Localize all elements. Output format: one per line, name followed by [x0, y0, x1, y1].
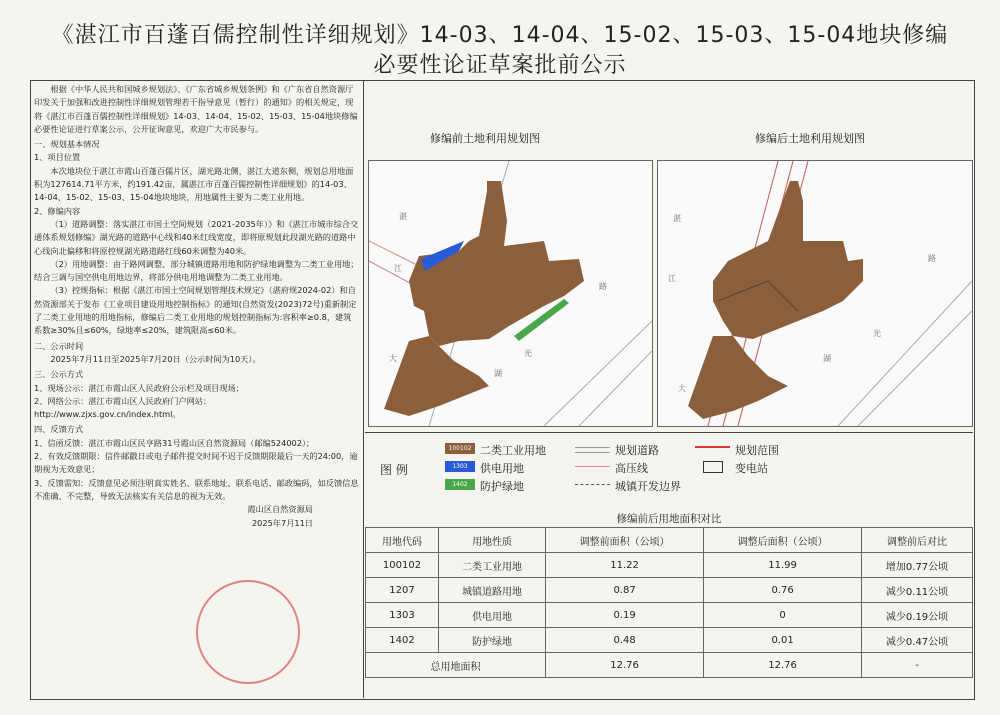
- table-cell: 减少0.19公顷: [862, 603, 973, 628]
- table-header: 调整前后对比: [862, 528, 973, 553]
- map-after-label-2: 湖: [823, 354, 831, 363]
- table-total-row: [366, 653, 973, 678]
- table-cell: 1402: [366, 628, 439, 653]
- table-row: [366, 553, 973, 578]
- table-cell: 0.19: [546, 603, 704, 628]
- signature: 霞山区自然资源局: [247, 504, 313, 515]
- legend-label-scope: 规划范围: [735, 444, 779, 457]
- legend-hv-line: [575, 466, 610, 467]
- table-cell: 11.22: [546, 553, 704, 578]
- section-1-1-text: 本次地块位于湛江市霞山百蓬百儒片区，湖光路北侧，湛江大道东侧，规划总用地面积为127614.71平方米，约191.42亩，属湛江市百蓬百儒控制性详细规划》的14-03、14-04、15-02、15-03、15-04地块地块，用地属性主要为二类工业用地。: [34, 165, 354, 203]
- map-before-label-5: 大: [389, 354, 397, 363]
- substation-icon: [703, 461, 723, 473]
- legend-label-road: 规划道路: [615, 444, 659, 457]
- table-row: [366, 628, 973, 653]
- title-line-1: 《湛江市百蓬百儒控制性详细规划》14-03、14-04、15-02、15-03、15-04地块修编: [51, 23, 949, 48]
- map-after-label-3: 光: [873, 329, 881, 338]
- section-1-2-heading: 2、修编内容: [34, 205, 81, 216]
- map-after-label-5: 大: [678, 384, 686, 393]
- table-cell: 12.76: [546, 653, 704, 678]
- table-cell: 0.87: [546, 578, 704, 603]
- table-row: [366, 603, 973, 628]
- table-row: [366, 578, 973, 603]
- map-before-title: 修编前土地利用规划图: [430, 132, 540, 145]
- table-cell: 0: [704, 603, 862, 628]
- sign-date: 2025年7月11日: [251, 517, 313, 528]
- table-cell: 0.48: [546, 628, 704, 653]
- section-1-2-b: （2）用地调整：由于路网调整、部分城镇道路用地和防护绿地调整为二类工业用地；结合三调与国空供电用地边界，将部分供电用地调整为二类工业用地。: [34, 258, 359, 283]
- legend-label-substation: 变电站: [735, 462, 768, 475]
- table-cell: 0.01: [704, 628, 862, 653]
- table-cell: 100102: [366, 553, 439, 578]
- table-cell: 12.76: [704, 653, 862, 678]
- section-1-2-a: （1）道路调整：落实湛江市国土空间规划（2021-2035年）》和《湛江市城市综合交通体系规划修编》湖光路的道路中心线和40米红线宽度，即将原规划此段湖光路的道路中心线向北偏移和将原控规湖光路道路红线60米调整为40米。: [34, 218, 359, 256]
- section-1-1-heading: 1、项目位置: [34, 152, 81, 163]
- map-before: [368, 160, 653, 427]
- announcement-text: [30, 80, 364, 698]
- map-before-label-3: 光: [524, 349, 532, 358]
- title-line-2: 必要性论证草案批前公示: [373, 53, 627, 78]
- intro-text: 根据《中华人民共和国城乡规划法》、《广东省城乡规划条例》和《广东省自然资源厅印发关于加强和改进控制性详细规划管理若干指导意见（暂行）的通知》的相关规定，现将《湛江市百蓬百儒控制性详细规划》14-03、14-04、15-02、15-03、15-04地块修编必要性论证进行草案公示，公开征询意见，欢迎广大市民参与。: [34, 84, 358, 134]
- table-cell: 二类工业用地: [439, 553, 546, 578]
- legend-label-power: 供电用地: [480, 462, 524, 475]
- table-header-row: [366, 528, 973, 553]
- section-2-text: 2025年7月11日至2025年7月20日（公示时间为10天）。: [50, 353, 261, 364]
- table-cell: -: [862, 653, 973, 678]
- table-cell: 减少0.11公顷: [862, 578, 973, 603]
- table-header: 调整前面积（公顷）: [546, 528, 704, 553]
- legend-swatch-industrial: 100102: [445, 443, 475, 454]
- table-cell: 防护绿地: [439, 628, 546, 653]
- map-after-label-1: 江: [668, 274, 676, 283]
- table-header: 调整后面积（公顷）: [704, 528, 862, 553]
- table-cell: 1207: [366, 578, 439, 603]
- table-cell: 11.99: [704, 553, 862, 578]
- section-1-2-c: （3）控规指标：根据《湛江市国土空间规划管理技术规定》（湛府规2024-02）和自然资源部关于发布《工业项目建设用地控制指标》的通知(自然资发(2023)72号)重新制定了二类工业用地的用地指标，修编后二类工业用地的规划控制指标为:容积率≥0.8，建筑系数≥30%且≤60%，绿地率≤20%，建筑限高≤60米。: [34, 285, 357, 336]
- section-4-1: 1、信函反馈：湛江市霞山区民亨路31号霞山区自然资源局（邮编524002）；: [34, 437, 315, 448]
- table-cell: 供电用地: [439, 603, 546, 628]
- section-3-heading: 三、公示方式: [34, 369, 84, 380]
- legend-label-boundary: 城镇开发边界: [615, 480, 681, 493]
- area-comparison-table: [365, 527, 973, 678]
- table-cell: 1303: [366, 603, 439, 628]
- legend-scope-line: [695, 446, 730, 448]
- map-before-svg: [369, 161, 652, 426]
- legend-label-hv: 高压线: [615, 462, 648, 475]
- table-cell: 总用地面积: [366, 653, 546, 678]
- table-cell: 减少0.47公顷: [862, 628, 973, 653]
- table-cell: 0.76: [704, 578, 862, 603]
- section-3-url[interactable]: http://www.zjxs.gov.cn/index.html。: [34, 409, 181, 420]
- table-cell: 城镇道路用地: [439, 578, 546, 603]
- legend-label-industrial: 二类工业用地: [480, 444, 546, 457]
- table-cell: 增加0.77公顷: [862, 553, 973, 578]
- legend-boundary-line: [575, 484, 610, 485]
- map-after-svg: [658, 161, 972, 426]
- table-header: 用地代码: [366, 528, 439, 553]
- section-3-2: 2、网络公示：湛江市霞山区人民政府门户网站：: [34, 395, 212, 406]
- legend-label-green: 防护绿地: [480, 480, 524, 493]
- map-before-label-1: 江: [394, 264, 402, 273]
- map-after-label-4: 路: [928, 254, 936, 263]
- section-4-3: 3、反馈需知：反馈意见必须注明真实姓名、联系地址、联系电话、邮政编码，如反馈信息不准确、不完整，导致无法核实有关信息的视为无效。: [34, 477, 359, 501]
- map-after: [657, 160, 973, 427]
- section-3-1: 1、现场公示：湛江市霞山区人民政府公示栏及项目现场；: [34, 382, 244, 393]
- table-title: 修编前后用地面积对比: [616, 513, 722, 525]
- map-after-label-0: 湛: [673, 214, 681, 223]
- legend: [365, 432, 973, 511]
- legend-swatch-power: 1303: [445, 461, 475, 472]
- legend-swatch-green: 1402: [445, 479, 475, 490]
- section-4-2: 2、有效反馈期限：信件邮戳日或电子邮件提交时间不迟于反馈期限最后一天的24:00，逾期视为无效意见；: [34, 451, 358, 475]
- map-before-label-2: 湖: [494, 369, 502, 378]
- legend-title: 图 例: [380, 463, 408, 477]
- map-after-title: 修编后土地利用规划图: [755, 132, 865, 145]
- map-before-label-4: 路: [599, 282, 607, 291]
- section-2-heading: 二、公示时间: [34, 340, 84, 351]
- table-header: 用地性质: [439, 528, 546, 553]
- official-seal: [196, 580, 300, 684]
- section-1-heading: 一、规划基本情况: [34, 139, 100, 150]
- legend-road-line: [575, 447, 610, 453]
- map-before-label-0: 湛: [399, 212, 407, 221]
- section-4-heading: 四、反馈方式: [34, 424, 84, 435]
